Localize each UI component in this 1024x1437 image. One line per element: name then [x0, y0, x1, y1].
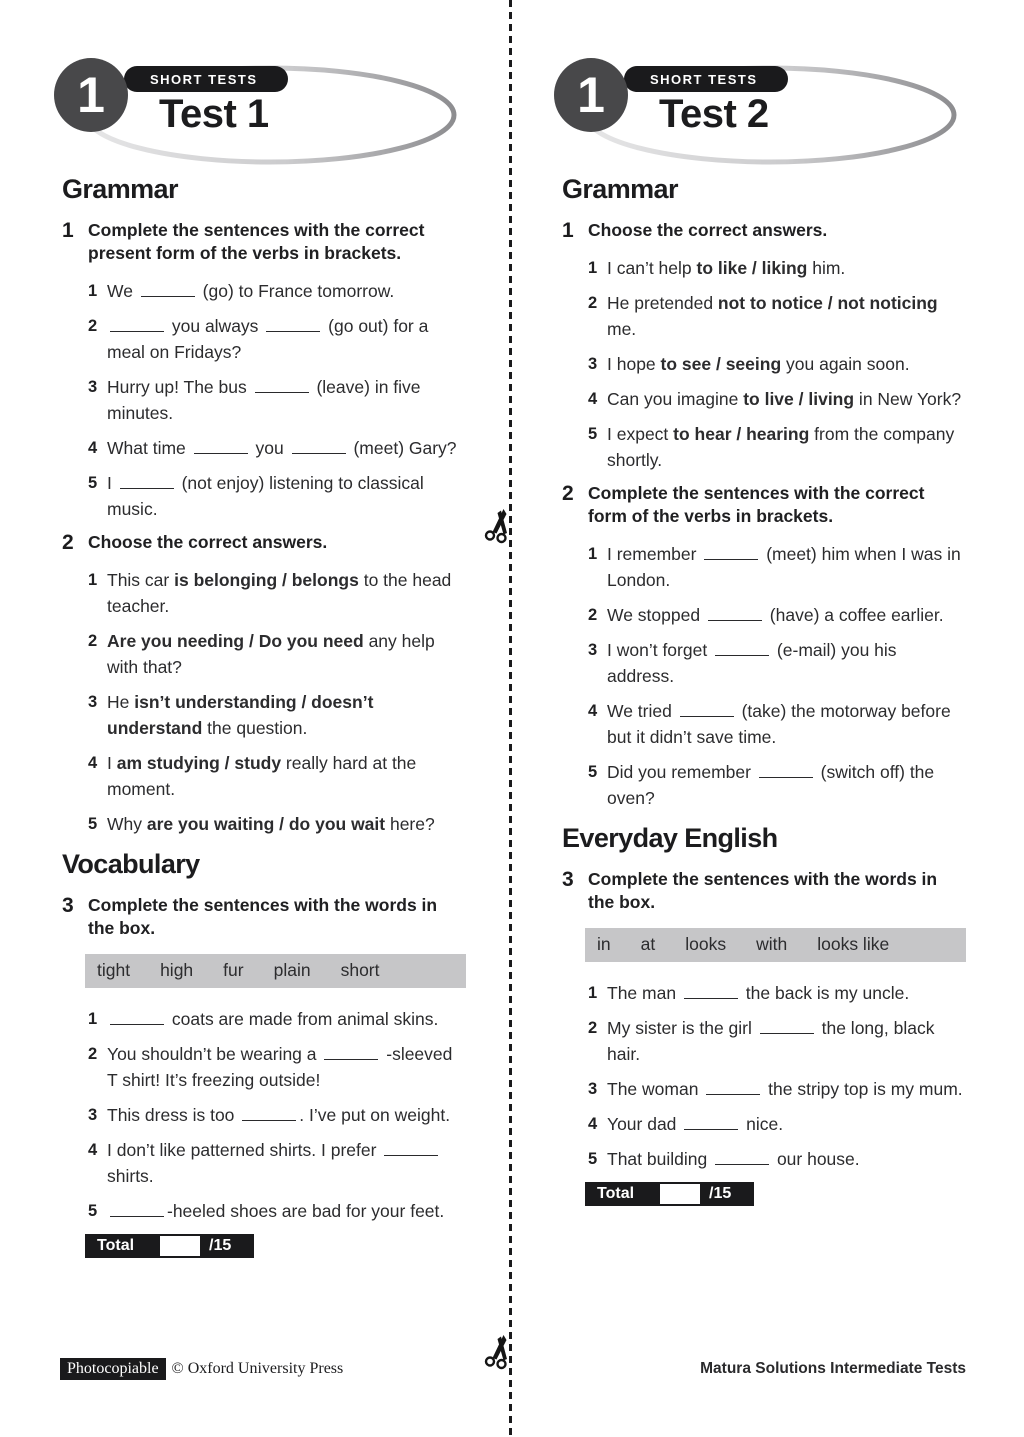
- question-item: [62, 750, 466, 802]
- answer-blank: [715, 1162, 769, 1165]
- plain-text: The woman: [607, 1079, 704, 1099]
- plain-text: the long, black hair.: [607, 1018, 935, 1064]
- question-text: [607, 290, 966, 342]
- exercise-instruction: Choose the correct answers.: [588, 220, 828, 240]
- question-text: [607, 255, 845, 281]
- question-number: 3: [588, 641, 598, 659]
- exercise-head: [62, 894, 466, 940]
- question-text: [607, 637, 966, 689]
- section-heading: Everyday English: [562, 823, 778, 853]
- plain-text: Did you remember: [607, 762, 756, 782]
- total-score-row: [585, 1182, 966, 1206]
- plain-text: (e-mail) you his address.: [607, 640, 897, 686]
- plain-text: you: [250, 438, 289, 458]
- test-2-sections: [562, 174, 966, 1172]
- total-max-score: /15: [202, 1234, 254, 1258]
- total-score-box: [158, 1234, 202, 1258]
- question-list: [62, 1006, 466, 1224]
- question-text: [607, 386, 961, 412]
- word-box-item: high: [160, 960, 194, 980]
- question-item: [62, 374, 466, 426]
- answer-blank: [704, 557, 758, 560]
- question-text: [107, 567, 466, 619]
- question-number: 1: [88, 282, 98, 300]
- question-item: [62, 567, 466, 619]
- question-item: [62, 811, 466, 837]
- question-number: 4: [588, 390, 598, 408]
- question-text: [107, 470, 466, 522]
- question-number: 2: [88, 632, 98, 650]
- answer-blank: [120, 486, 174, 489]
- plain-text: I expect: [607, 424, 674, 444]
- photocopiable-badge: Photocopiable: [60, 1358, 166, 1380]
- question-number: 1: [88, 571, 98, 589]
- plain-text: (take) the motorway before but it didn’t save time.: [607, 701, 951, 747]
- question-item: [62, 435, 466, 461]
- answer-blank: [760, 1031, 814, 1034]
- question-text: [607, 1015, 966, 1067]
- choice-bold-text: to like / liking: [696, 258, 808, 278]
- total-max-score: /15: [702, 1182, 754, 1206]
- answer-blank: [684, 996, 738, 999]
- exercise-number: 3: [562, 868, 574, 891]
- short-tests-banner: SHORT TESTS: [124, 66, 288, 92]
- question-text: [107, 750, 466, 802]
- question-text: [607, 1111, 783, 1137]
- question-text: [607, 351, 910, 377]
- plain-text: . I’ve put on weight.: [299, 1105, 451, 1125]
- plain-text: nice.: [741, 1114, 784, 1134]
- section-heading: Grammar: [62, 174, 178, 204]
- question-number: 1: [588, 984, 598, 1002]
- exercise-instruction: Complete the sentences with the words in the box.: [588, 869, 938, 912]
- plain-text: (go) to France tomorrow.: [197, 281, 395, 301]
- question-text: [107, 1006, 438, 1032]
- short-tests-banner: SHORT TESTS: [624, 66, 788, 92]
- total-score-box: [658, 1182, 702, 1206]
- question-number: 5: [88, 815, 98, 833]
- plain-text: He pretended: [607, 293, 718, 313]
- question-number: 3: [88, 378, 98, 396]
- plain-text: Can you imagine: [607, 389, 744, 409]
- question-item: [562, 759, 966, 811]
- plain-text: I can’t help: [607, 258, 697, 278]
- question-text: [607, 1076, 963, 1102]
- plain-text: We: [107, 281, 138, 301]
- answer-blank: [708, 618, 762, 621]
- choice-bold-text: are you waiting / do you wait: [146, 814, 386, 834]
- footer-left: [60, 1360, 343, 1378]
- choice-bold-text: to live / living: [743, 389, 855, 409]
- word-box-item: with: [756, 934, 788, 954]
- word-box: [585, 928, 966, 962]
- plain-text: me.: [607, 319, 637, 339]
- plain-text: the question.: [202, 718, 308, 738]
- question-item: [562, 1015, 966, 1067]
- exercise-instruction: Complete the sentences with the words in the box.: [88, 895, 438, 938]
- plain-text: I: [107, 473, 117, 493]
- plain-text: -sleeved T shirt! It’s freezing outside!: [107, 1044, 453, 1090]
- question-text: [607, 759, 966, 811]
- plain-text: (meet) Gary?: [348, 438, 457, 458]
- answer-blank: [141, 294, 195, 297]
- question-item: [562, 1111, 966, 1137]
- exercise: [562, 219, 966, 473]
- question-number: 2: [588, 1019, 598, 1037]
- question-item: [62, 1006, 466, 1032]
- exercise-head: [562, 219, 966, 242]
- exercise-instruction: Complete the sentences with the correct form of the verbs in brackets.: [588, 483, 925, 526]
- question-number: 4: [88, 754, 98, 772]
- question-number: 2: [88, 1045, 98, 1063]
- word-box-item: in: [597, 934, 611, 954]
- exercise-number: 1: [562, 219, 574, 242]
- question-number: 1: [588, 259, 598, 277]
- section-heading: Vocabulary: [62, 849, 200, 879]
- question-number: 5: [588, 1150, 598, 1168]
- question-number: 2: [588, 606, 598, 624]
- plain-text: My sister is the girl: [607, 1018, 757, 1038]
- total-score-row: [85, 1234, 466, 1258]
- plain-text: coats are made from animal skins.: [167, 1009, 439, 1029]
- question-item: [562, 541, 966, 593]
- question-number: 5: [588, 425, 598, 443]
- exercise: [562, 868, 966, 1172]
- question-number: 3: [88, 693, 98, 711]
- answer-blank: [684, 1127, 738, 1130]
- plain-text: really hard at the moment.: [107, 753, 417, 799]
- question-number: 5: [588, 763, 598, 781]
- section-heading: Grammar: [562, 174, 678, 204]
- question-item: [62, 1102, 466, 1128]
- plain-text: I: [107, 753, 117, 773]
- plain-text: What time: [107, 438, 191, 458]
- plain-text: here?: [385, 814, 435, 834]
- word-box-item: plain: [273, 960, 311, 980]
- question-text: [607, 421, 966, 473]
- question-number: 1: [88, 1010, 98, 1028]
- question-text: [107, 313, 466, 365]
- plain-text: -heeled shoes are bad for your feet.: [167, 1201, 445, 1221]
- word-box-item: looks like: [817, 934, 890, 954]
- answer-blank: [242, 1118, 296, 1121]
- plain-text: shirts.: [107, 1166, 154, 1186]
- copyright-text: © Oxford University Press: [171, 1360, 344, 1377]
- question-text: [107, 628, 466, 680]
- answer-blank: [384, 1153, 438, 1156]
- exercise: [62, 219, 466, 522]
- plain-text: (meet) him when I was in London.: [607, 544, 961, 590]
- answer-blank: [110, 1022, 164, 1025]
- exercise: [62, 531, 466, 837]
- question-item: [562, 980, 966, 1006]
- question-number: 4: [588, 1115, 598, 1133]
- choice-bold-text: to see / seeing: [660, 354, 782, 374]
- plain-text: This dress is too: [107, 1105, 240, 1125]
- word-box-item: looks: [685, 934, 727, 954]
- test-1-header: [62, 58, 466, 162]
- question-item: [62, 689, 466, 741]
- plain-text: you again soon.: [781, 354, 910, 374]
- test-title: Test 1: [159, 92, 269, 136]
- plain-text: Why: [107, 814, 147, 834]
- plain-text: to the head teacher.: [107, 570, 452, 616]
- question-item: [562, 255, 966, 281]
- test-1-sections: [62, 174, 466, 1224]
- plain-text: him.: [807, 258, 846, 278]
- question-item: [562, 421, 966, 473]
- answer-blank: [680, 714, 734, 717]
- exercise: [62, 894, 466, 1224]
- word-box: [85, 954, 466, 988]
- question-number: 1: [588, 545, 598, 563]
- question-item: [562, 1146, 966, 1172]
- question-text: [107, 1137, 466, 1189]
- question-text: [607, 980, 909, 1006]
- question-item: [562, 698, 966, 750]
- exercise-head: [62, 531, 466, 554]
- exercise-number: 2: [62, 531, 74, 554]
- choice-bold-text: isn’t understanding / doesn’t understand: [107, 692, 374, 738]
- test-title: Test 2: [659, 92, 769, 136]
- question-text: [107, 1198, 444, 1224]
- plain-text: (have) a coffee earlier.: [764, 605, 944, 625]
- answer-blank: [324, 1057, 378, 1060]
- question-number: 5: [88, 1202, 98, 1220]
- exercise-head: [562, 868, 966, 914]
- choice-bold-text: am studying / study: [116, 753, 282, 773]
- question-number: 2: [88, 317, 98, 335]
- plain-text: (switch off) the oven?: [607, 762, 935, 808]
- question-number: 4: [88, 1141, 98, 1159]
- question-text: [107, 689, 466, 741]
- plain-text: in New York?: [854, 389, 962, 409]
- test-2-header: [562, 58, 966, 162]
- question-item: [562, 386, 966, 412]
- answer-blank: [266, 329, 320, 332]
- word-box-item: tight: [97, 960, 131, 980]
- test-1-column: [62, 58, 466, 1258]
- question-item: [62, 278, 466, 304]
- question-text: [107, 374, 466, 426]
- question-item: [562, 602, 966, 628]
- scissors-icon: [483, 505, 515, 545]
- question-number: 3: [588, 1080, 598, 1098]
- exercise-head: [62, 219, 466, 265]
- choice-bold-text: Are you needing / Do you need: [107, 631, 364, 651]
- question-list: [562, 255, 966, 473]
- answer-blank: [706, 1092, 760, 1095]
- plain-text: from the company shortly.: [607, 424, 955, 470]
- footer-book-title: Matura Solutions Intermediate Tests: [700, 1360, 966, 1377]
- question-text: [607, 541, 966, 593]
- answer-blank: [715, 653, 769, 656]
- cut-dashed-line: [509, 0, 512, 1437]
- exercise-instruction: Complete the sentences with the correct present form of the verbs in brackets.: [88, 220, 425, 263]
- word-box-item: at: [640, 934, 656, 954]
- choice-bold-text: to hear / hearing: [673, 424, 810, 444]
- choice-bold-text: not to notice / not noticing: [717, 293, 938, 313]
- word-box-item: fur: [223, 960, 244, 980]
- question-item: [562, 1076, 966, 1102]
- question-number: 4: [88, 439, 98, 457]
- total-label: Total: [585, 1182, 658, 1206]
- question-text: [607, 602, 944, 628]
- exercise: [562, 482, 966, 811]
- question-text: [107, 278, 394, 304]
- plain-text: We tried: [607, 701, 677, 721]
- plain-text: The man: [607, 983, 681, 1003]
- plain-text: (not enjoy) listening to classical music.: [107, 473, 424, 519]
- question-list: [62, 278, 466, 522]
- question-list: [62, 567, 466, 837]
- plain-text: I won’t forget: [607, 640, 713, 660]
- answer-blank: [194, 451, 248, 454]
- exercise-number: 3: [62, 894, 74, 917]
- plain-text: (go out) for a meal on Fridays?: [107, 316, 429, 362]
- question-text: [107, 435, 457, 461]
- plain-text: He: [107, 692, 135, 712]
- question-item: [62, 1198, 466, 1224]
- question-text: [107, 811, 435, 837]
- plain-text: That building: [607, 1149, 713, 1169]
- plain-text: I don’t like patterned shirts. I prefer: [107, 1140, 382, 1160]
- answer-blank: [292, 451, 346, 454]
- question-item: [62, 1137, 466, 1189]
- question-text: [107, 1102, 450, 1128]
- plain-text: Hurry up! The bus: [107, 377, 252, 397]
- answer-blank: [255, 390, 309, 393]
- question-number: 3: [588, 355, 598, 373]
- question-item: [62, 628, 466, 680]
- plain-text: the stripy top is my mum.: [763, 1079, 963, 1099]
- question-number: 3: [88, 1106, 98, 1124]
- question-list: [562, 541, 966, 811]
- question-item: [62, 470, 466, 522]
- question-number: 4: [588, 702, 598, 720]
- plain-text: This car: [107, 570, 175, 590]
- plain-text: the back is my uncle.: [740, 983, 910, 1003]
- question-item: [562, 637, 966, 689]
- question-item: [562, 351, 966, 377]
- question-list: [562, 980, 966, 1172]
- question-item: [62, 313, 466, 365]
- question-number: 2: [588, 294, 598, 312]
- question-item: [562, 290, 966, 342]
- scissors-icon: [483, 1331, 515, 1371]
- exercise-head: [562, 482, 966, 528]
- unit-number-badge: 1: [554, 58, 628, 132]
- word-box-item: short: [340, 960, 380, 980]
- plain-text: You shouldn’t be wearing a: [107, 1044, 322, 1064]
- exercise-number: 1: [62, 219, 74, 242]
- unit-number-badge: 1: [54, 58, 128, 132]
- plain-text: I remember: [607, 544, 702, 564]
- plain-text: our house.: [772, 1149, 860, 1169]
- test-2-column: [562, 58, 966, 1206]
- plain-text: any help with that?: [107, 631, 435, 677]
- question-text: [607, 698, 966, 750]
- answer-blank: [110, 1214, 164, 1217]
- plain-text: I hope: [607, 354, 661, 374]
- answer-blank: [759, 775, 813, 778]
- total-label: Total: [85, 1234, 158, 1258]
- exercise-instruction: Choose the correct answers.: [88, 532, 328, 552]
- question-item: [62, 1041, 466, 1093]
- plain-text: (leave) in five minutes.: [107, 377, 421, 423]
- choice-bold-text: is belonging / belongs: [174, 570, 359, 590]
- question-text: [607, 1146, 860, 1172]
- question-number: 5: [88, 474, 98, 492]
- answer-blank: [110, 329, 164, 332]
- plain-text: We stopped: [607, 605, 705, 625]
- plain-text: you always: [167, 316, 264, 336]
- question-text: [107, 1041, 466, 1093]
- exercise-number: 2: [562, 482, 574, 505]
- plain-text: Your dad: [607, 1114, 682, 1134]
